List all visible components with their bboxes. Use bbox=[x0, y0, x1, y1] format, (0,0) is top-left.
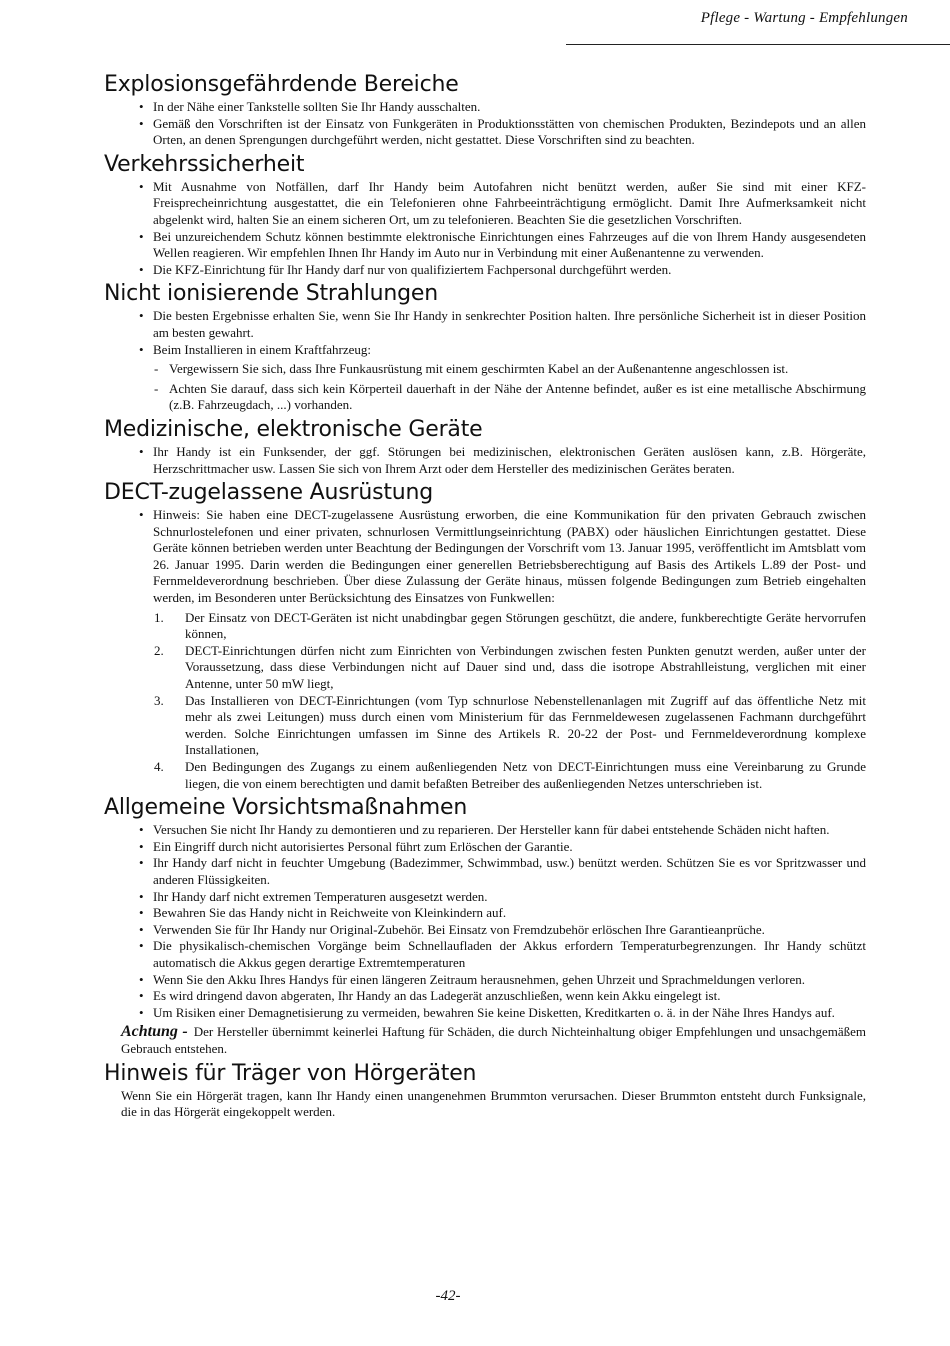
bullet-list bbox=[106, 179, 866, 279]
content-area bbox=[106, 72, 866, 1124]
dash-list bbox=[106, 361, 866, 414]
list-item: • Ihr Handy darf nicht in feuchter Umgebung (Badezimmer, Schwimmbad, usw.) benützt werden. Schützen Sie es vor Spritzwasser und anderen Flüssigkeiten. bbox=[106, 855, 866, 888]
list-item: • In der Nähe einer Tankstelle sollten Sie Ihr Handy ausschalten. bbox=[106, 99, 866, 116]
item-text: Den Bedingungen des Zugangs zu einem außenliegenden Netz von DECT-Einrichtungen muss eine Vereinbarung zu Grunde liegen, die von einem berechtigten und damit befaßten Betreiber des außenliegenden Netzes unterschrieben ist. bbox=[185, 759, 866, 791]
hearing-aid-paragraph: Wenn Sie ein Hörgerät tragen, kann Ihr Handy einen unangenehmen Brummton verursachen. Dieser Brummton entsteht durch Funksignale, die in das Hörgerät eingekoppelt werden. bbox=[121, 1087, 866, 1120]
list-item: - Vergewissern Sie sich, dass Ihre Funkausrüstung mit einem geschirmten Kabel an der Außenantenne angeschlossen ist. bbox=[106, 361, 866, 378]
list-item: • Um Risiken einer Demagnetisierung zu vermeiden, bewahren Sie keine Disketten, Kreditkarten o. ä. in der Nähe Ihres Handys auf. bbox=[106, 1005, 866, 1022]
numbered-item bbox=[106, 693, 866, 759]
page-number: -42- bbox=[435, 1288, 461, 1304]
list-item: • Gemäß den Vorschriften ist der Einsatz von Funkgeräten in Produktionsstätten von chemischen Produkten, Bezindepots und an allen Orten, an denen Sprengungen durchgeführt werden, nicht gestattet. Diese Vorschriften sind zu beachten. bbox=[106, 116, 866, 149]
section-title: Allgemeine Vorsichtsmaßnahmen bbox=[104, 795, 468, 821]
section-title: Verkehrssicherheit bbox=[104, 151, 305, 177]
list-item: • Es wird dringend davon abgeraten, Ihr Handy an das Ladegerät anzuschließen, wenn kein Akku eingelegt ist. bbox=[106, 988, 866, 1005]
list-item: • Bei unzureichendem Schutz können bestimmte elektronische Einrichtungen eines Fahrzeuges auf die von Ihrem Handy ausgesendeten Wellen reagieren. Wir empfehlen Ihnen Ihr Handy im Auto nur in Verbindung mit einer Außenantenne zu verwenden. bbox=[106, 229, 866, 262]
warning-note bbox=[121, 1024, 866, 1057]
list-item: • Bewahren Sie das Handy nicht in Reichweite von Kleinkindern auf. bbox=[106, 905, 866, 922]
numbered-list bbox=[106, 610, 866, 793]
item-number: 4. bbox=[154, 759, 164, 774]
list-item: • Ihr Handy ist ein Funksender, der ggf. Störungen bei medizinischen, elektronischen Geräten auslösen kann, z.B. Hörgeräte, Herzschrittmacher usw. Lassen Sie sich von Ihrem Arzt oder dem Hersteller des medizinischen Gerätes beraten. bbox=[106, 444, 866, 477]
list-item: • Ein Eingriff durch nicht autorisiertes Personal führt zum Erlöschen der Garantie. bbox=[106, 839, 866, 856]
list-item: • Die besten Ergebnisse erhalten Sie, wenn Sie Ihr Handy in senkrechter Position halten. Ihre persönliche Sicherheit ist in dieser Position am besten gewahrt. bbox=[106, 308, 866, 341]
section-title: Hinweis für Träger von Hörgeräten bbox=[104, 1060, 477, 1086]
running-header: Pflege - Wartung - Empfehlungen bbox=[700, 10, 908, 26]
header-rule bbox=[566, 44, 950, 45]
list-item: • Hinweis: Sie haben eine DECT-zugelassene Ausrüstung erworben, die eine Kommunikation für den privaten Gebrauch zwischen Schnurlostelefonen und einer privaten, schnurlosen Vermittlungseinrichtung (PABX) oder häuslichen Einrichtungen gestattet. Diese Geräte können betrieben werden unter Beachtung der Bedingungen der Vorschrift vom 13. Januar 1995, veröffentlicht im Amtsblatt vom 26. Januar 1995. Darin werden die Bedingungen einer generellen Betriebsberechtigung auf Basis des Artikels L.89 der Post- und Fernmeldeverordnung beschrieben. Über diese Zulassung der Geräte hinaus, müssen folgende Bedingungen zum Betrieb eingehalten werden, im Besonderen unter Berücksichtung des Einsatzes von Funkwellen: bbox=[106, 507, 866, 607]
item-number: 3. bbox=[154, 692, 164, 708]
list-item: • Beim Installieren in einem Kraftfahrzeug: bbox=[106, 342, 866, 359]
numbered-item bbox=[106, 610, 866, 643]
list-item: • Ihr Handy darf nicht extremen Temperaturen ausgesetzt werden. bbox=[106, 889, 866, 906]
section-title: Nicht ionisierende Strahlungen bbox=[104, 281, 439, 307]
section-title: Explosionsgefährdende Bereiche bbox=[104, 72, 459, 97]
item-number: 2. bbox=[154, 642, 164, 658]
section-title: Medizinische, elektronische Geräte bbox=[104, 416, 483, 442]
list-item: • Die physikalisch-chemischen Vorgänge beim Schnellaufladen der Akkus erfordern Temperaturbegrenzungen. Ihr Handy schützt automatisch die Akkus gegen derartige Extremtemperaturen bbox=[106, 938, 866, 971]
list-item: • Versuchen Sie nicht Ihr Handy zu demontieren und zu reparieren. Der Hersteller kann für dabei entstehende Schäden nicht haften. bbox=[106, 822, 866, 839]
list-item: • Die KFZ-Einrichtung für Ihr Handy darf nur von qualifiziertem Fachpersonal durchgeführt werden. bbox=[106, 262, 866, 279]
list-item: • Wenn Sie den Akku Ihres Handys für einen längeren Zeitraum herausnehmen, gehen Uhrzeit und Sprachmeldungen verloren. bbox=[106, 972, 866, 989]
item-text: Der Einsatz von DECT-Geräten ist nicht unabdingbar gegen Störungen geschützt, die andere, funkberechtigte Geräte hervorrufen können, bbox=[185, 609, 866, 642]
list-item: • Mit Ausnahme von Notfällen, darf Ihr Handy beim Autofahren nicht benützt werden, außer Sie sind mit einer KFZ-Freisprecheinrichtung ausgestattet, die ein Telefonieren ohne Fahrbeeinträchtigung ermöglicht. Damit Ihre Aufmerksamkeit nicht abgelenkt wird, halten Sie an einem sicheren Ort, um zu telefonieren. Beachten Sie die gesetzlichen Vorschriften. bbox=[106, 179, 866, 229]
bullet-list bbox=[106, 308, 866, 358]
warning-label: Achtung - bbox=[121, 1023, 188, 1041]
bullet-list bbox=[106, 444, 866, 477]
bullet-list bbox=[106, 822, 866, 1021]
bullet-list bbox=[106, 99, 866, 149]
warning-text: Der Hersteller übernimmt keinerlei Haftung für Schäden, die durch Nichteinhaltung obiger Empfehlungen und unsachgemäßem Gebrauch entstehen. bbox=[121, 1024, 866, 1056]
item-number: 1. bbox=[154, 609, 164, 625]
bullet-list bbox=[106, 507, 866, 607]
section-title: DECT-zugelassene Ausrüstung bbox=[104, 480, 434, 506]
numbered-item bbox=[106, 643, 866, 693]
list-item: - Achten Sie darauf, dass sich kein Körperteil dauerhaft in der Nähe der Antenne befindet, außer es ist eine metallische Abschirmung (z.B. Fahrzeugdach, ...) vorhanden. bbox=[106, 381, 866, 414]
item-text: DECT-Einrichtungen dürfen nicht zum Einrichten von Verbindungen zwischen festen Punkten genutzt werden, außer unter der Voraussetzung, dass diese Verbindungen nicht auf Dauer sind und, dass die isotrope Abstrahlleistung, verglichen mit einer Antenne, unter 50 mW liegt, bbox=[185, 642, 866, 692]
item-text: Das Installieren von DECT-Einrichtungen (vom Typ schnurlose Nebenstellenanlagen mit Zugriff auf das öffentliche Netz mit mehr als zwei Leitungen) muss durch einen vom Ministerium für das Fernmeldewesen zugelassenen Fachmann durchgeführt werden. Solche Einrichtungen umfassen im Sinne des Artikels R. 20-22 der Post- und Fernmeldeverordnung komplexe Installationen, bbox=[185, 692, 866, 758]
list-item: • Verwenden Sie für Ihr Handy nur Original-Zubehör. Bei Einsatz von Fremdzubehör erlöschen Ihre Garantieanprüche. bbox=[106, 922, 866, 939]
numbered-item bbox=[106, 759, 866, 792]
